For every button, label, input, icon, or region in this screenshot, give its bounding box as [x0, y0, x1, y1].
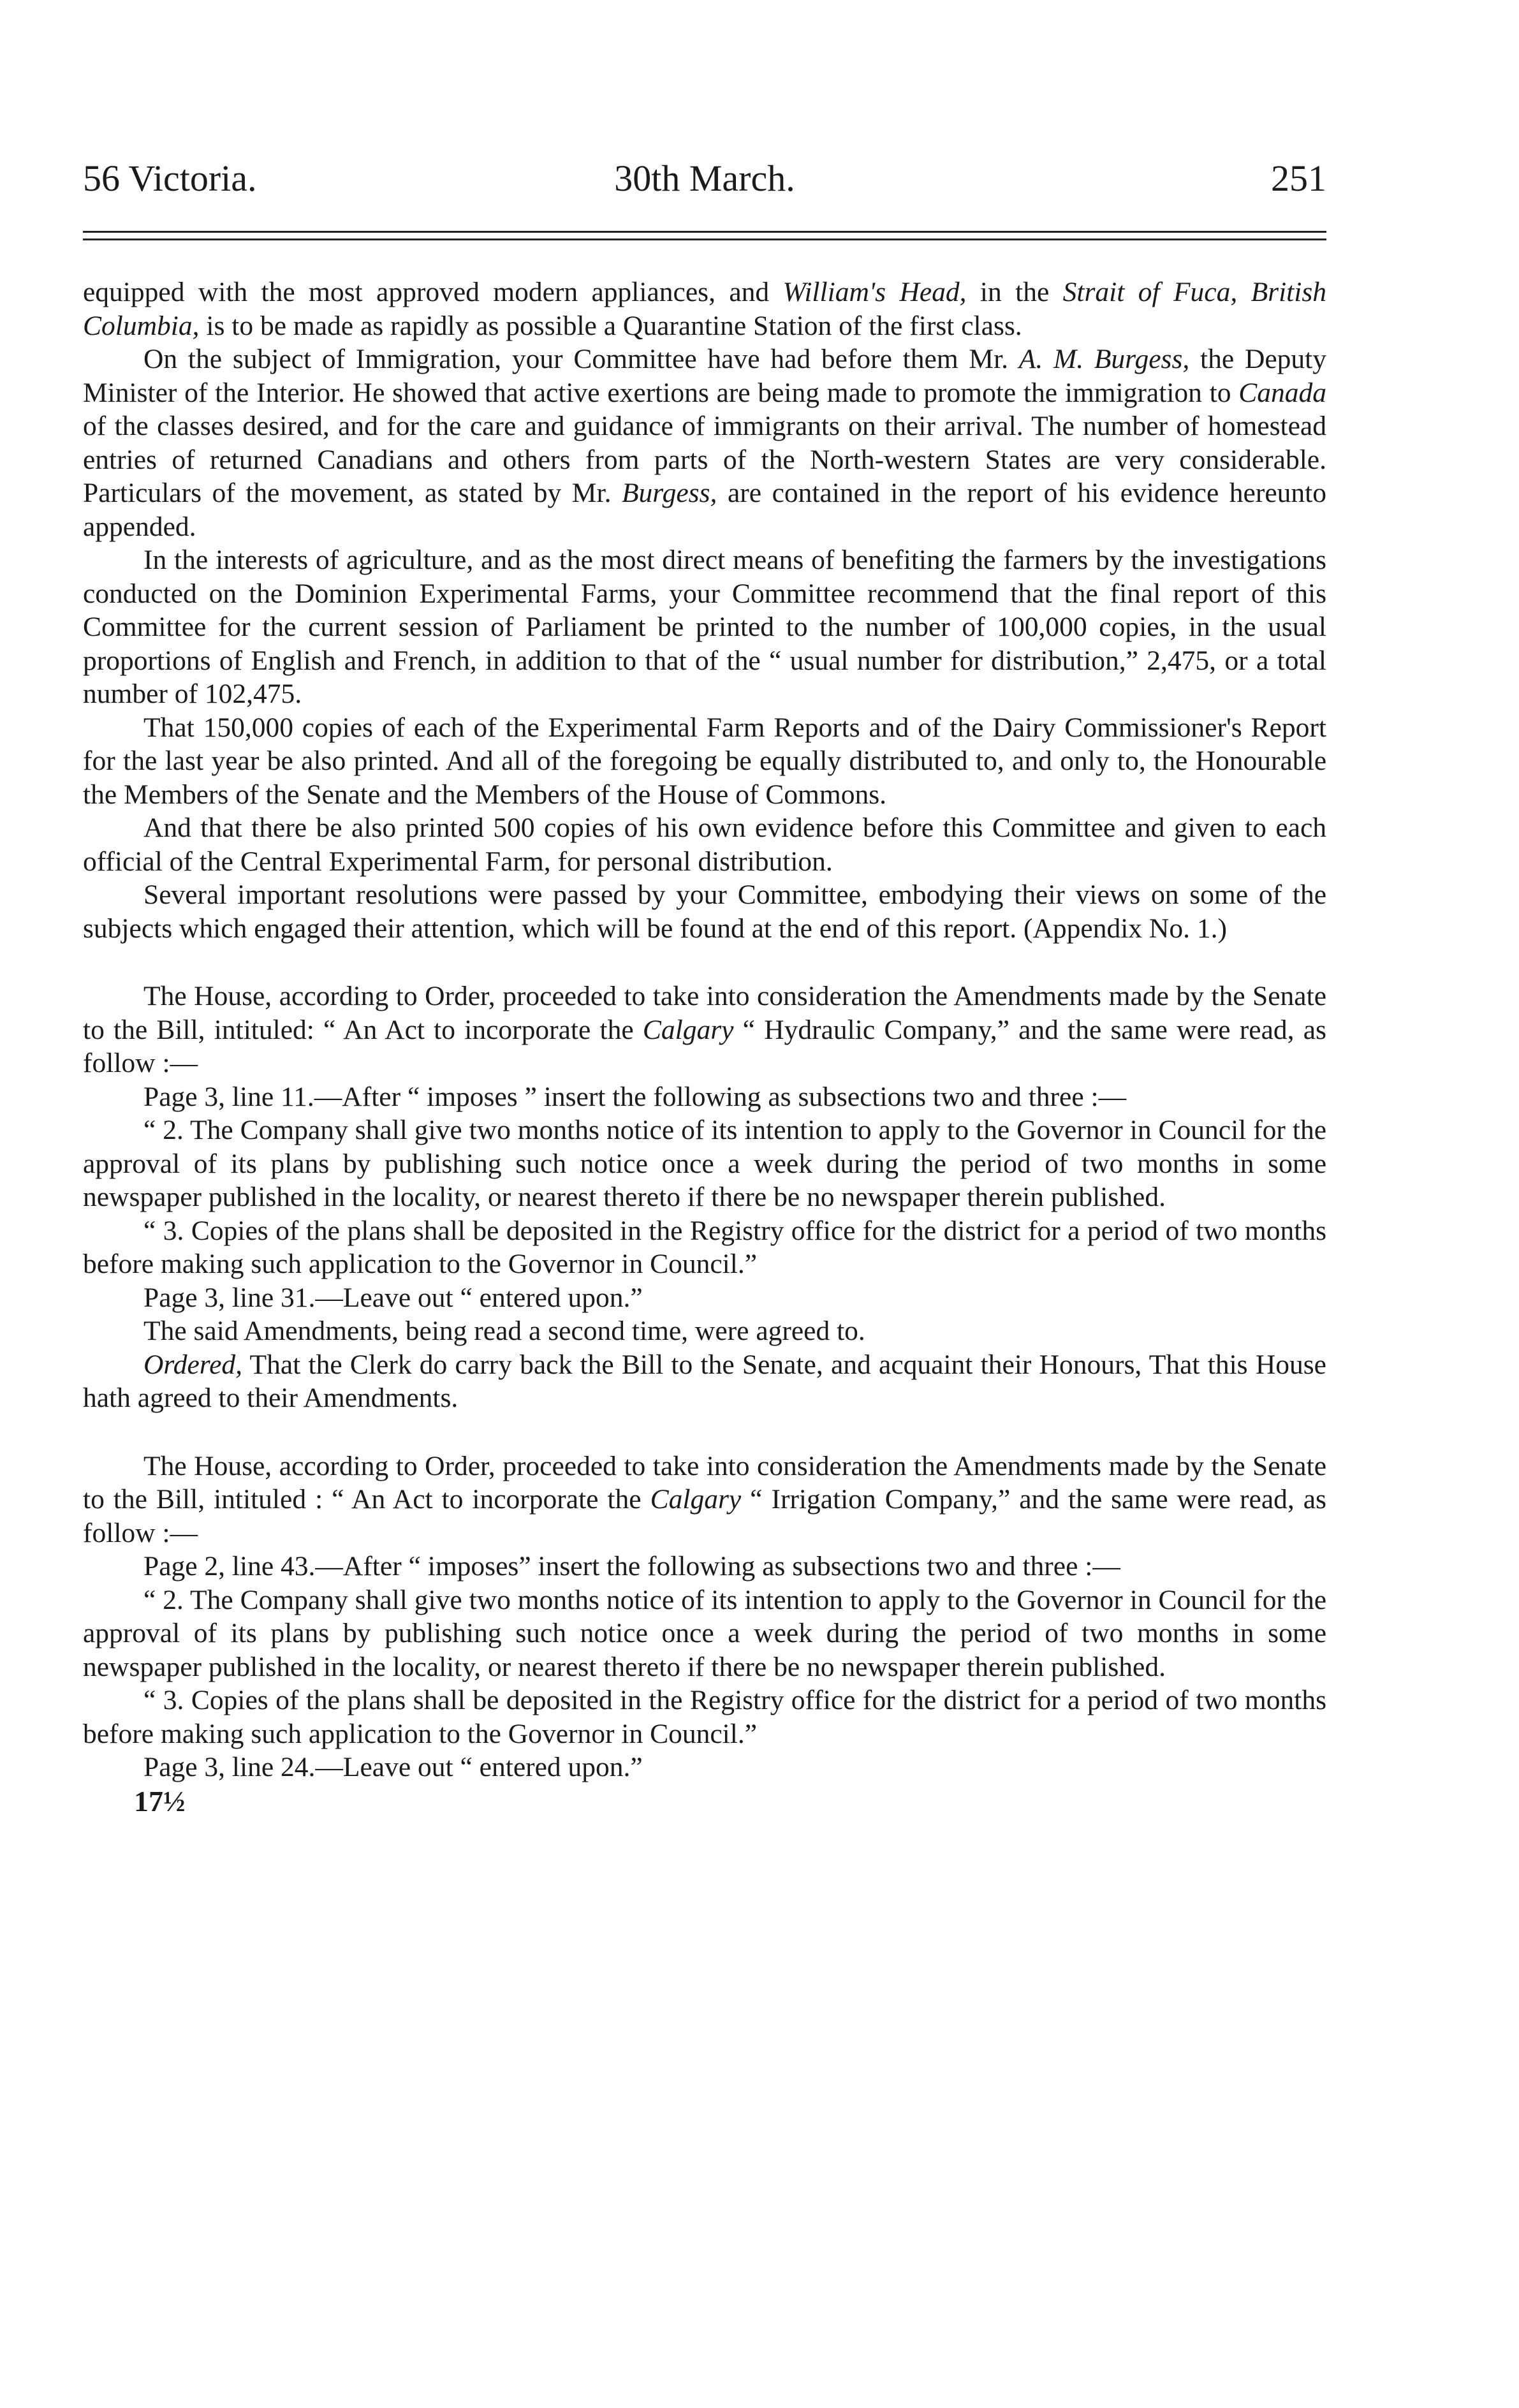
immigration-paragraph: On the subject of Immigration, your Committee have had before them Mr. A. M. Burgess, the Deputy Minister of the Interior. He showed that active exertions are being made to promote the immigration to Canada of the classes desired, and for the care and guidance of immigrants on their arrival. The number of homestead entries of returned Canadians and others from parts of the North-western States are very considerable. Particulars of the movement, as stated by Mr. Burgess, are contained in the report of his evidence hereunto appended. [83, 344, 1327, 542]
irrigation-amendment-2: Page 3, line 24.—Leave out “ entered upon.” [143, 1752, 643, 1782]
report-printing-paragraph: In the interests of agriculture, and as the most direct means of benefiting the farmers by the investigations conducted on the Dominion Experimental Farms, your Committee recommend that the final report of this Committee for the current session of Parliament be printed to the number of 100,000 copies, in the usual proportions of English and French, in addition to that of the “ usual number for distribution,” 2,475, or a total number of 102,475. [83, 545, 1326, 709]
running-head [83, 153, 1326, 204]
quarantine-paragraph: equipped with the most approved modern appliances, and William's Head, in the Strait of Fuca, British Columbia, is to be made as rapidly as possible a Quarantine Station of the first class. [83, 277, 1327, 341]
session-label: 56 Victoria. [83, 158, 257, 199]
hydraulic-bill-intro: The House, according to Order, proceeded to take into consideration the Amendments made by the Senate to the Bill, intituled: “ An Act to incorporate the Calgary “ Hydraulic Company,” and the same were read, as follow :— [83, 981, 1326, 1078]
irrigation-amendment-1: Page 2, line 43.—After “ imposes” insert the following as subsections two and three :— [143, 1551, 1120, 1582]
date-label: 30th March. [614, 158, 795, 199]
irrigation-bill-intro: The House, according to Order, proceeded to take into consideration the Amendments made by the Senate to the Bill, intituled : “ An Act to incorporate the Calgary “ Irrigation Company,” and the same were read, as follow :— [83, 1450, 1326, 1548]
body-text [83, 275, 1326, 1819]
experimental-reports-paragraph: That 150,000 copies of each of the Experimental Farm Reports and of the Dairy Commissioner's Report for the last year be also printed. And all of the foregoing be equally distributed to, and only to, the Honourable the Members of the Senate and the Members of the House of Commons. [83, 712, 1326, 810]
hydraulic-amendment-2: Page 3, line 31.—Leave out “ entered upon.” [143, 1282, 643, 1313]
irrigation-subsection-3: “ 3. Copies of the plans shall be deposited in the Registry office for the district for a period of two months before making such application to the Governor in Council.” [83, 1685, 1326, 1749]
page-number: 251 [1271, 158, 1326, 199]
hydraulic-agreed: The said Amendments, being read a second time, were agreed to. [143, 1316, 865, 1346]
hydraulic-subsection-3: “ 3. Copies of the plans shall be deposited in the Registry office for the district for a period of two months before making such application to the Governor in Council.” [83, 1215, 1326, 1279]
hydraulic-amendment-1: Page 3, line 11.—After “ imposes ” insert the following as subsections two and three :— [143, 1081, 1127, 1112]
hydraulic-ordered: Ordered, That the Clerk do carry back the Bill to the Senate, and acquaint their Honours, That this House hath agreed to their Amendments. [83, 1349, 1326, 1413]
evidence-copies-paragraph: And that there be also printed 500 copies of his own evidence before this Committee and given to each official of the Central Experimental Farm, for personal distribution. [83, 812, 1326, 877]
hydraulic-subsection-2: “ 2. The Company shall give two months notice of its intention to apply to the Governor in Council for the approval of its plans by publishing such notice once a week during the period of two months in some newspaper published in the locality, or nearest thereto if there be no newspaper therein published. [83, 1115, 1326, 1212]
signature-mark: 17½ [134, 1784, 186, 1817]
resolutions-paragraph: Several important resolutions were passed by your Committee, embodying their views on some of the subjects which engaged their attention, which will be found at the end of this report. (Appendix No. 1.) [83, 879, 1326, 944]
header-rule [83, 231, 1326, 246]
journal-page [83, 0, 1326, 2408]
irrigation-subsection-2: “ 2. The Company shall give two months notice of its intention to apply to the Governor in Council for the approval of its plans by publishing such notice once a week during the period of two months in some newspaper published in the locality, or nearest thereto if there be no newspaper therein published. [83, 1584, 1326, 1682]
